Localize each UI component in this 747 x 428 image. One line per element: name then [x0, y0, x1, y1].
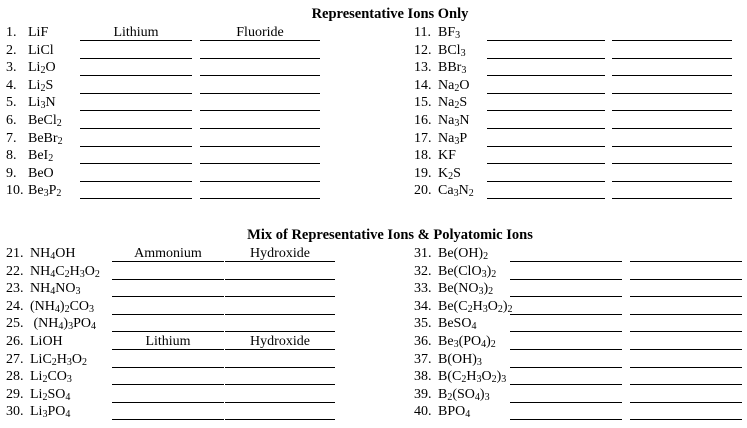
chemical-formula: $B(C_2H_3O_2)_3$: [438, 369, 507, 386]
answer-blank-first[interactable]: Lithium: [80, 25, 192, 41]
answer-blank-first[interactable]: [112, 264, 224, 280]
problem-number: 7.: [6, 130, 17, 146]
section1-title: Representative Ions Only: [311, 6, 469, 22]
answer-blank-second[interactable]: [630, 334, 742, 350]
problem-row: [6, 386, 70, 403]
chemical-formula: $Be(C_2H_3O_2)_2$: [438, 298, 513, 315]
answer-blank-first[interactable]: [112, 352, 224, 368]
chemical-formula: BeI$_2$: [28, 148, 54, 165]
chemical-formula: BeSO$_4$: [438, 316, 477, 333]
problem-number: 23.: [6, 281, 24, 297]
problem-row: [414, 94, 467, 111]
answer-blank-first[interactable]: [80, 183, 192, 199]
problem-row: [6, 280, 80, 297]
answer-blank-second[interactable]: [612, 25, 732, 41]
answer-blank-second[interactable]: [200, 113, 320, 129]
problem-row: [6, 368, 72, 385]
problem-row: [414, 77, 469, 94]
problem-row: [6, 315, 96, 332]
chemical-formula: KF: [438, 148, 456, 164]
chemical-formula: $B_2(SO_4)_3$: [438, 386, 490, 403]
problem-number: 27.: [6, 351, 24, 367]
problem-row: [6, 24, 48, 41]
chemical-formula: BeBr$_2$: [28, 130, 63, 147]
answer-blank-first[interactable]: [112, 299, 224, 315]
problem-number: 28.: [6, 369, 24, 385]
answer-blank-first[interactable]: [487, 60, 605, 76]
answer-blank-first[interactable]: [510, 387, 622, 403]
problem-row: [6, 182, 61, 199]
answer-blank-first[interactable]: [112, 281, 224, 297]
problem-row: [6, 351, 87, 368]
problem-number: 24.: [6, 298, 24, 314]
problem-number: 11.: [414, 25, 431, 40]
answer-blank-first[interactable]: [80, 166, 192, 182]
problem-number: 22.: [6, 263, 24, 279]
chemical-formula: $Li_2S$: [28, 77, 54, 94]
answer-blank-second[interactable]: [225, 299, 335, 315]
problem-number: 19.: [414, 165, 432, 181]
answer-blank-first[interactable]: [487, 78, 605, 94]
problem-row: [414, 263, 496, 280]
problem-number: 30.: [6, 404, 24, 420]
answer-blank-second[interactable]: [200, 148, 320, 164]
section2-title: Mix of Representative Ions & Polyatomic Ions: [247, 227, 533, 243]
problem-number: 1.: [6, 25, 17, 40]
answer-blank-first[interactable]: [80, 131, 192, 147]
chemical-formula: $(NH_4)_3PO_4$: [30, 316, 96, 333]
problem-row: [414, 147, 456, 164]
problem-number: 37.: [414, 351, 432, 367]
problem-number: 3.: [6, 60, 17, 76]
problem-row: [414, 182, 474, 199]
problem-row: [414, 386, 490, 403]
answer-blank-first[interactable]: [487, 43, 605, 59]
problem-row: [6, 112, 62, 129]
problem-row: [6, 403, 70, 420]
answer-blank-second[interactable]: [612, 60, 732, 76]
chemical-formula: $Na_3N$: [438, 113, 470, 129]
problem-number: 10.: [6, 183, 24, 199]
problem-row: [414, 368, 506, 385]
answer-blank-first[interactable]: [80, 113, 192, 129]
chemical-formula: $Na_3P$: [438, 130, 468, 147]
answer-blank-first[interactable]: [510, 316, 622, 332]
answer-blank-second[interactable]: [225, 264, 335, 280]
answer-blank-second[interactable]: [612, 43, 732, 59]
problem-row: [6, 59, 56, 76]
chemical-formula: $(NH_4)_2CO_3$: [30, 298, 95, 315]
chemical-formula: $Ca_3N_2$: [438, 183, 474, 200]
answer-blank-second[interactable]: [612, 95, 732, 111]
problem-number: 16.: [414, 113, 432, 128]
chemical-formula: BeCl$_2$: [28, 113, 62, 129]
answer-blank-second[interactable]: [200, 131, 320, 147]
chemical-formula: $Be(OH)_2$: [438, 246, 489, 262]
problem-row: [414, 59, 466, 76]
answer-blank-second[interactable]: Fluoride: [200, 25, 320, 41]
answer-blank-second[interactable]: [612, 131, 732, 147]
problem-row: [414, 315, 476, 332]
answer-blank-second[interactable]: [225, 352, 335, 368]
problem-row: [6, 298, 94, 315]
chemical-formula: $K_2S$: [438, 165, 461, 182]
chemical-formula: $B(OH)_3$: [438, 351, 482, 368]
answer-blank-second[interactable]: [630, 352, 742, 368]
answer-blank-first[interactable]: [510, 299, 622, 315]
problem-row: [6, 77, 53, 94]
answer-blank-first[interactable]: [510, 264, 622, 280]
answer-blank-first[interactable]: [510, 246, 622, 262]
chemical-formula: $BF_3$: [438, 25, 461, 41]
problem-row: [414, 130, 467, 147]
problem-row: [6, 130, 63, 147]
problem-number: 39.: [414, 386, 432, 402]
answer-blank-first[interactable]: [112, 387, 224, 403]
problem-number: 4.: [6, 77, 17, 93]
answer-blank-second[interactable]: [200, 183, 320, 199]
problem-row: [414, 165, 461, 182]
problem-number: 36.: [414, 334, 432, 349]
problem-number: 9.: [6, 165, 17, 181]
answer-blank-first[interactable]: [80, 60, 192, 76]
answer-blank-first[interactable]: [487, 25, 605, 41]
answer-blank-first[interactable]: [510, 334, 622, 350]
answer-blank-second[interactable]: [630, 299, 742, 315]
answer-blank-second[interactable]: [612, 113, 732, 129]
answer-blank-first[interactable]: [80, 148, 192, 164]
answer-blank-first[interactable]: [112, 369, 224, 385]
problem-row: [414, 351, 482, 368]
answer-blank-second[interactable]: [630, 316, 742, 332]
answer-blank-first[interactable]: Lithium: [112, 334, 224, 350]
chemical-formula: BeO: [28, 165, 54, 181]
answer-blank-second[interactable]: [612, 148, 732, 164]
answer-blank-second[interactable]: [612, 78, 732, 94]
problem-row: [414, 280, 493, 297]
problem-number: 18.: [414, 148, 432, 164]
answer-blank-first[interactable]: [80, 43, 192, 59]
answer-blank-first[interactable]: [510, 281, 622, 297]
chemical-formula: $Na_2S$: [438, 95, 468, 112]
answer-blank-first[interactable]: [487, 183, 605, 199]
chemical-formula: $Be(ClO_3)_2$: [438, 263, 497, 280]
answer-blank-second[interactable]: [612, 166, 732, 182]
problem-row: [6, 263, 100, 280]
chemical-formula: $Li_3N$: [28, 95, 56, 112]
answer-blank-second[interactable]: [630, 246, 742, 262]
answer-blank-first[interactable]: [510, 352, 622, 368]
chemical-formula: $Be_3(PO_4)_2$: [438, 334, 496, 350]
problem-row: [6, 333, 63, 350]
problem-number: 25.: [6, 316, 24, 332]
problem-number: 17.: [414, 130, 432, 146]
answer-blank-first[interactable]: [487, 166, 605, 182]
answer-blank-first[interactable]: [80, 95, 192, 111]
answer-blank-second[interactable]: Hydroxide: [225, 334, 335, 350]
chemical-formula: $NH_4NO_3$: [30, 281, 81, 298]
chemical-formula: $Be(NO_3)_2$: [438, 281, 494, 298]
answer-blank-second[interactable]: [225, 369, 335, 385]
problem-number: 29.: [6, 386, 24, 402]
problem-number: 40.: [414, 404, 432, 420]
problem-number: 31.: [414, 246, 432, 261]
answer-blank-first[interactable]: [510, 404, 622, 420]
chemical-formula: $Be_3P_2$: [28, 183, 62, 200]
answer-blank-second[interactable]: [225, 281, 335, 297]
answer-blank-second[interactable]: Hydroxide: [225, 246, 335, 262]
problem-number: 2.: [6, 42, 17, 58]
problem-row: [6, 42, 54, 59]
problem-number: 5.: [6, 95, 17, 111]
problem-number: 6.: [6, 113, 17, 128]
answer-blank-first[interactable]: Ammonium: [112, 246, 224, 262]
problem-number: 13.: [414, 60, 432, 76]
chemical-formula: LiOH: [30, 334, 63, 349]
answer-blank-second[interactable]: [630, 387, 742, 403]
answer-blank-second[interactable]: [200, 60, 320, 76]
problem-row: [414, 112, 469, 129]
answer-blank-second[interactable]: [200, 166, 320, 182]
answer-blank-second[interactable]: [225, 316, 335, 332]
problem-number: 38.: [414, 369, 432, 385]
problem-number: 20.: [414, 183, 432, 199]
problem-row: [414, 403, 470, 420]
answer-blank-second[interactable]: [200, 43, 320, 59]
problem-number: 21.: [6, 246, 24, 261]
problem-number: 33.: [414, 281, 432, 297]
problem-row: [6, 147, 53, 164]
chemical-formula: $Na_2O$: [438, 77, 470, 94]
problem-number: 8.: [6, 148, 17, 164]
chemical-formula: LiCl: [28, 42, 54, 58]
chemical-formula: $BPO_4$: [438, 404, 471, 421]
problem-number: 14.: [414, 77, 432, 93]
chemical-formula: $NH_4OH$: [30, 246, 76, 262]
answer-blank-first[interactable]: [112, 404, 224, 420]
problem-row: [6, 245, 75, 262]
answer-blank-second[interactable]: [225, 404, 335, 420]
chemical-formula: $Li_2O$: [28, 60, 56, 77]
chemical-formula: LiF: [28, 25, 49, 40]
problem-row: [414, 42, 466, 59]
chemical-formula: $LiC_2H_3O_2$: [30, 351, 88, 368]
chemical-formula: $Li_2CO_3$: [30, 369, 72, 386]
problem-number: 26.: [6, 334, 24, 349]
answer-blank-second[interactable]: [630, 281, 742, 297]
problem-number: 15.: [414, 95, 432, 111]
answer-blank-second[interactable]: [630, 369, 742, 385]
answer-blank-first[interactable]: [487, 95, 605, 111]
answer-blank-second[interactable]: [630, 404, 742, 420]
chemical-formula: BCl$_3$: [438, 42, 466, 59]
chemical-formula: $NH_4C_2H_3O_2$: [30, 263, 100, 280]
problem-number: 12.: [414, 42, 432, 58]
problem-row: [414, 245, 488, 262]
problem-number: 35.: [414, 316, 432, 332]
chemical-formula: BBr$_3$: [438, 60, 467, 77]
answer-blank-first[interactable]: [80, 78, 192, 94]
answer-blank-first[interactable]: [510, 369, 622, 385]
answer-blank-first[interactable]: [487, 113, 605, 129]
answer-blank-first[interactable]: [112, 316, 224, 332]
problem-number: 32.: [414, 263, 432, 279]
answer-blank-second[interactable]: [630, 264, 742, 280]
problem-row: [6, 94, 56, 111]
answer-blank-first[interactable]: [487, 148, 605, 164]
answer-blank-first[interactable]: [487, 131, 605, 147]
answer-blank-second[interactable]: [612, 183, 732, 199]
problem-row: [414, 298, 512, 315]
problem-row: [414, 24, 460, 41]
problem-row: [414, 333, 496, 350]
problem-number: 34.: [414, 298, 432, 314]
chemical-formula: $Li_2SO_4$: [30, 386, 71, 403]
chemical-formula: $Li_3PO_4$: [30, 404, 71, 421]
problem-row: [6, 165, 54, 182]
answer-blank-second[interactable]: [225, 387, 335, 403]
answer-blank-second[interactable]: [200, 78, 320, 94]
answer-blank-second[interactable]: [200, 95, 320, 111]
